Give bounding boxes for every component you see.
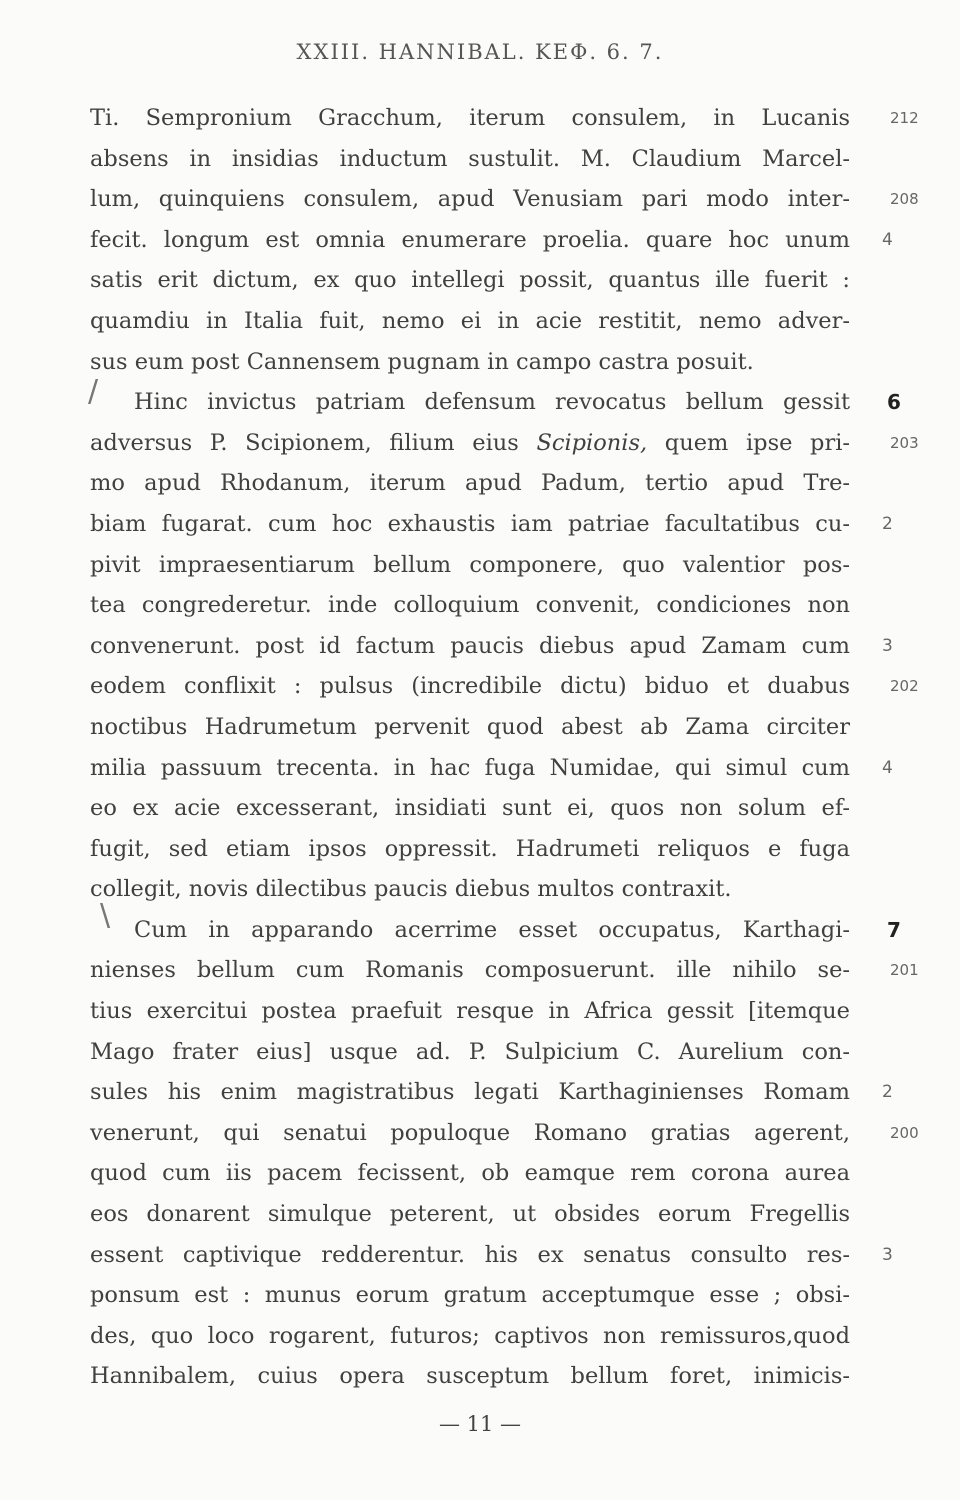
- margin-section-number: 4: [882, 757, 893, 778]
- margin-section-number: 3: [882, 1244, 893, 1265]
- line-text: fecit. longum est omnia enumerare proelia. quare hoc unum: [90, 226, 850, 253]
- pencil-slash-mark-2: \: [100, 898, 111, 933]
- text-line: [90, 260, 850, 301]
- text-line: [90, 1316, 850, 1357]
- text-line: [90, 139, 850, 180]
- margin-year-number: 202: [890, 677, 919, 696]
- text-line: [90, 666, 919, 707]
- line-text: quod cum iis pacem fecissent, ob eamque rem corona aurea: [90, 1160, 850, 1187]
- text-line: [90, 382, 901, 423]
- text-line: [90, 869, 850, 910]
- margin-year-number: 208: [890, 190, 919, 209]
- text-line: [90, 950, 919, 991]
- page-number: — 11 —: [438, 1412, 522, 1436]
- line-text: noctibus Hadrumetum pervenit quod abest ab Zama circiter: [90, 713, 850, 740]
- line-text: Mago frater eius] usque ad. P. Sulpicium C. Aurelium con-: [90, 1038, 850, 1065]
- margin-year-number: 200: [890, 1123, 919, 1142]
- margin-section-number: 6: [887, 390, 901, 415]
- text-line: [90, 910, 901, 951]
- margin-section-number: 4: [882, 229, 893, 250]
- text-line: [90, 463, 850, 504]
- text-line: [90, 423, 919, 464]
- text-line: [90, 788, 850, 829]
- line-text: Hannibalem, cuius opera susceptum bellum foret, inimicis-: [90, 1363, 850, 1390]
- text-line: [90, 545, 850, 586]
- text-line: [90, 991, 850, 1032]
- line-text: venerunt, qui senatui populoque Romano gratias agerent,: [90, 1119, 850, 1146]
- line-text: Cum in apparando acerrime esset occupatus, Karthagi-: [134, 916, 850, 943]
- text-line: [90, 829, 850, 870]
- line-text: sules his enim magistratibus legati Karthaginienses Romam: [90, 1079, 850, 1106]
- text-line: [90, 179, 919, 220]
- margin-year-number: 201: [890, 961, 919, 980]
- margin-year-number: 203: [890, 433, 919, 452]
- line-text: convenerunt. post id factum paucis diebus apud Zamam cum: [90, 632, 850, 659]
- line-text: absens in insidias inductum sustulit. M. Claudium Marcel-: [90, 145, 850, 172]
- line-text: tea congrederetur. inde colloquium convenit, condiciones non: [90, 592, 850, 619]
- line-text: biam fugarat. cum hoc exhaustis iam patriae facultatibus cu-: [90, 510, 850, 537]
- text-line: [90, 342, 850, 383]
- text-line: [90, 707, 850, 748]
- text-line: [90, 1153, 850, 1194]
- text-line: [90, 1194, 850, 1235]
- line-text: satis erit dictum, ex quo intellegi possit, quantus ille fuerit :: [90, 267, 850, 294]
- line-text: quamdiu in Italia fuit, nemo ei in acie restitit, nemo adver-: [90, 307, 850, 334]
- line-text: nienses bellum cum Romanis composuerunt. ille nihilo se-: [90, 957, 850, 984]
- margin-year-number: 212: [890, 109, 919, 127]
- line-text: milia passuum trecenta. in hac fuga Numidae, qui simul cum: [90, 754, 850, 781]
- text-line: [90, 98, 919, 139]
- text-line: [90, 1356, 850, 1397]
- line-text: pivit impraesentiarum bellum componere, quo valentior pos-: [90, 551, 850, 578]
- line-text: Ti. Sempronium Gracchum, iterum consulem, in Lucanis: [90, 105, 850, 131]
- text-line: [90, 1072, 893, 1113]
- line-text: adversus P. Scipionem, filium eius Scipionis, quem ipse pri-: [90, 429, 851, 456]
- text-line: [90, 301, 850, 342]
- line-text: sus eum post Cannensem pugnam in campo castra posuit.: [90, 348, 754, 375]
- margin-section-number: 7: [887, 917, 901, 942]
- text-line: [90, 1032, 850, 1073]
- text-line: [90, 585, 850, 626]
- line-text: essent captivique redderentur. his ex senatus consulto res-: [90, 1241, 850, 1268]
- line-text: tius exercitui postea praefuit resque in Africa gessit [itemque: [90, 998, 850, 1025]
- text-line: [90, 1113, 919, 1154]
- line-text: eos donarent simulque peterent, ut obsides eorum Fregellis: [90, 1201, 850, 1228]
- line-text: des, quo loco rogarent, futuros; captivos non remissuros,quod: [90, 1322, 850, 1349]
- line-text: mo apud Rhodanum, iterum apud Padum, tertio apud Tre-: [90, 470, 850, 497]
- line-text: fugit, sed etiam ipsos oppressit. Hadrumeti reliquos e fuga: [90, 835, 850, 862]
- line-text: ponsum est : munus eorum gratum acceptumque esse ; obsi-: [90, 1282, 850, 1309]
- line-text: collegit, novis dilectibus paucis diebus multos contraxit.: [90, 876, 732, 903]
- text-block: [90, 98, 919, 1397]
- margin-section-number: 2: [882, 513, 893, 534]
- pencil-slash-mark: /: [88, 374, 99, 409]
- text-line: [90, 626, 893, 667]
- line-text: eodem conflixit : pulsus (incredibile dictu) biduo et duabus: [90, 673, 850, 700]
- text-line: [90, 1235, 893, 1276]
- text-line: [90, 220, 893, 261]
- margin-section-number: 3: [882, 635, 893, 656]
- margin-section-number: 2: [882, 1082, 893, 1103]
- text-line: [90, 1275, 850, 1316]
- text-line: [90, 504, 893, 545]
- running-header: XXIII. HANNIBAL. ΚΕΦ. 6. 7.: [296, 40, 664, 64]
- line-text: Hinc invictus patriam defensum revocatus bellum gessit: [134, 389, 850, 416]
- line-text: lum, quinquiens consulem, apud Venusiam pari modo inter-: [90, 186, 850, 213]
- text-line: [90, 748, 893, 789]
- line-text: eo ex acie excesserant, insidiati sunt ei, quos non solum ef-: [90, 795, 850, 822]
